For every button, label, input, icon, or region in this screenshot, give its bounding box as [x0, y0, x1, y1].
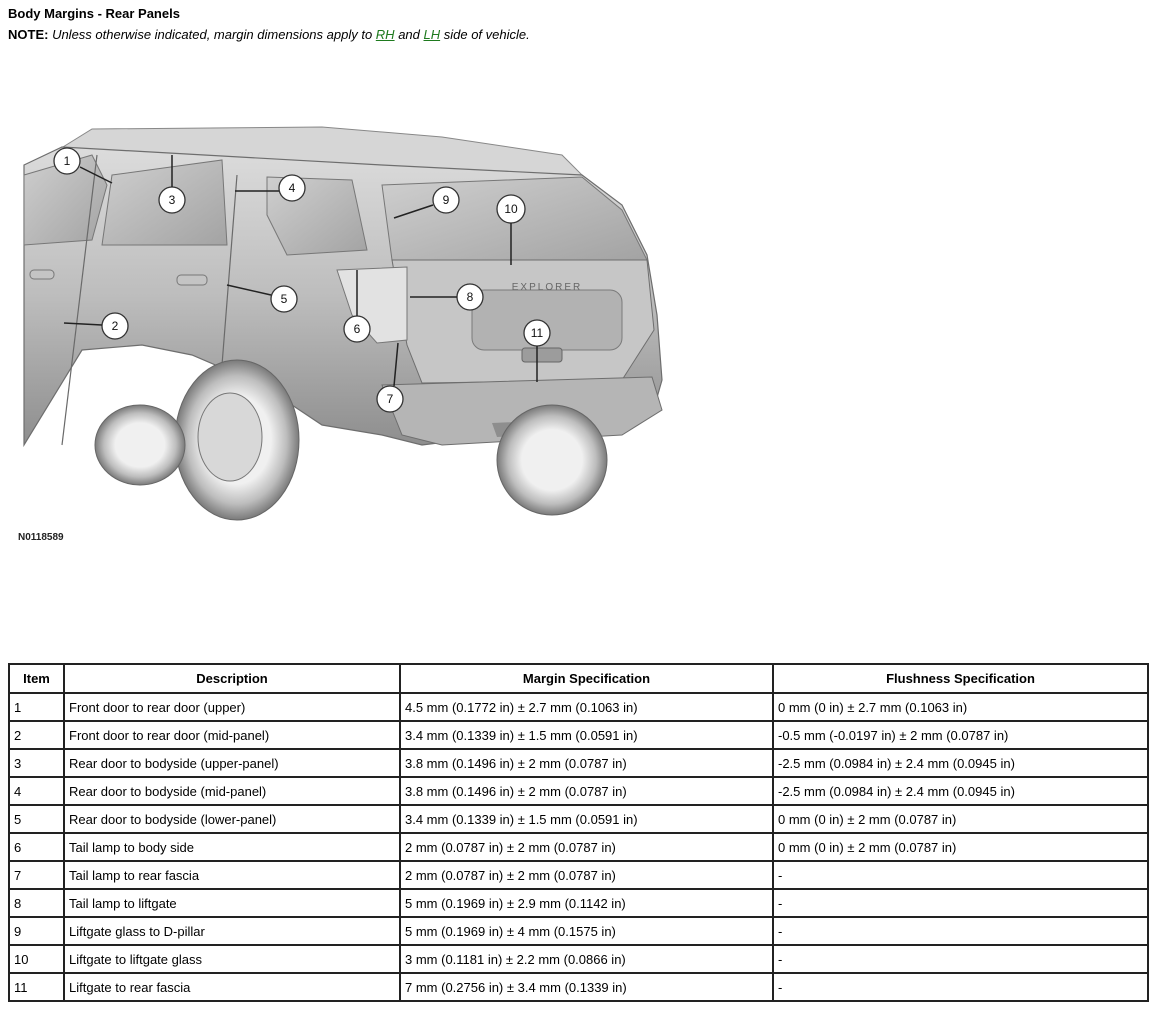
description-cell: Liftgate glass to D-pillar [64, 917, 400, 945]
callout-7-label: 7 [386, 392, 394, 406]
item-cell: 1 [9, 693, 64, 721]
table-row [9, 833, 1148, 861]
margin-cell: 3.8 mm (0.1496 in) ± 2 mm (0.0787 in) [400, 749, 773, 777]
callout-9-label: 9 [442, 193, 450, 207]
header-item: Item [9, 664, 64, 693]
callout-5-label: 5 [280, 292, 288, 306]
table-row [9, 917, 1148, 945]
margin-cell: 2 mm (0.0787 in) ± 2 mm (0.0787 in) [400, 861, 773, 889]
item-cell: 3 [9, 749, 64, 777]
page-title: Body Margins - Rear Panels [8, 6, 180, 21]
lh-link[interactable]: LH [423, 27, 441, 42]
callout-3-label: 3 [168, 193, 176, 207]
item-cell: 5 [9, 805, 64, 833]
flushness-cell: - [773, 945, 1148, 973]
table-row [9, 693, 1148, 721]
description-cell: Liftgate to liftgate glass [64, 945, 400, 973]
table-row [9, 749, 1148, 777]
callout-10-label: 10 [504, 202, 518, 216]
note-text-3: side of vehicle. [440, 27, 530, 42]
callout-8-label: 8 [466, 290, 474, 304]
margin-cell: 3.4 mm (0.1339 in) ± 1.5 mm (0.0591 in) [400, 721, 773, 749]
note-label: NOTE: [8, 27, 49, 42]
margin-cell: 2 mm (0.0787 in) ± 2 mm (0.0787 in) [400, 833, 773, 861]
table-row [9, 805, 1148, 833]
table-row [9, 889, 1148, 917]
note-text-2: and [394, 27, 424, 42]
flushness-cell: -2.5 mm (0.0984 in) ± 2.4 mm (0.0945 in) [773, 749, 1148, 777]
item-cell: 6 [9, 833, 64, 861]
margin-cell: 5 mm (0.1969 in) ± 4 mm (0.1575 in) [400, 917, 773, 945]
margin-cell: 3 mm (0.1181 in) ± 2.2 mm (0.0866 in) [400, 945, 773, 973]
header-flushness: Flushness Specification [773, 664, 1148, 693]
item-cell: 10 [9, 945, 64, 973]
flushness-cell: 0 mm (0 in) ± 2 mm (0.0787 in) [773, 805, 1148, 833]
figure-id: N0118589 [18, 532, 64, 543]
margin-cell: 3.4 mm (0.1339 in) ± 1.5 mm (0.0591 in) [400, 805, 773, 833]
flushness-cell: -2.5 mm (0.0984 in) ± 2.4 mm (0.0945 in) [773, 777, 1148, 805]
table-header-row [9, 664, 1148, 693]
callout-6-label: 6 [353, 322, 361, 336]
table-row [9, 721, 1148, 749]
description-cell: Front door to rear door (upper) [64, 693, 400, 721]
margin-cell: 3.8 mm (0.1496 in) ± 2 mm (0.0787 in) [400, 777, 773, 805]
rear-wheel-rim [198, 393, 262, 481]
item-cell: 8 [9, 889, 64, 917]
table-row [9, 777, 1148, 805]
flushness-cell: - [773, 973, 1148, 1001]
flushness-cell: -0.5 mm (-0.0197 in) ± 2 mm (0.0787 in) [773, 721, 1148, 749]
item-cell: 4 [9, 777, 64, 805]
header-margin: Margin Specification [400, 664, 773, 693]
description-cell: Tail lamp to liftgate [64, 889, 400, 917]
margin-cell: 7 mm (0.2756 in) ± 3.4 mm (0.1339 in) [400, 973, 773, 1001]
front-tire [95, 405, 185, 485]
description-cell: Rear door to bodyside (upper-panel) [64, 749, 400, 777]
liftgate-handle [522, 348, 562, 362]
flushness-cell: 0 mm (0 in) ± 2 mm (0.0787 in) [773, 833, 1148, 861]
margin-cell: 5 mm (0.1969 in) ± 2.9 mm (0.1142 in) [400, 889, 773, 917]
item-cell: 7 [9, 861, 64, 889]
description-cell: Liftgate to rear fascia [64, 973, 400, 1001]
callout-1-label: 1 [63, 154, 71, 168]
rear-door-handle [177, 275, 207, 285]
description-cell: Rear door to bodyside (mid-panel) [64, 777, 400, 805]
description-cell: Front door to rear door (mid-panel) [64, 721, 400, 749]
header-description: Description [64, 664, 400, 693]
flushness-cell: - [773, 917, 1148, 945]
note-text-1: Unless otherwise indicated, margin dimensions apply to [48, 27, 376, 42]
table-row [9, 945, 1148, 973]
description-cell: Rear door to bodyside (lower-panel) [64, 805, 400, 833]
description-cell: Tail lamp to rear fascia [64, 861, 400, 889]
item-cell: 9 [9, 917, 64, 945]
flushness-cell: 0 mm (0 in) ± 2.7 mm (0.1063 in) [773, 693, 1148, 721]
vehicle-illustration [22, 115, 667, 525]
description-cell: Tail lamp to body side [64, 833, 400, 861]
rh-link[interactable]: RH [375, 27, 395, 42]
explorer-badge: EXPLORER [511, 282, 583, 293]
flushness-cell: - [773, 861, 1148, 889]
margin-cell: 4.5 mm (0.1772 in) ± 2.7 mm (0.1063 in) [400, 693, 773, 721]
front-door-handle [30, 270, 54, 279]
table-row [9, 861, 1148, 889]
item-cell: 11 [9, 973, 64, 1001]
callout-11-label: 11 [530, 326, 544, 340]
item-cell: 2 [9, 721, 64, 749]
right-rear-tire [497, 405, 607, 515]
margin-spec-table [8, 663, 1149, 1002]
callout-4-label: 4 [288, 181, 296, 195]
callout-2-label: 2 [111, 319, 119, 333]
flushness-cell: - [773, 889, 1148, 917]
note [8, 27, 530, 42]
table-row [9, 973, 1148, 1001]
